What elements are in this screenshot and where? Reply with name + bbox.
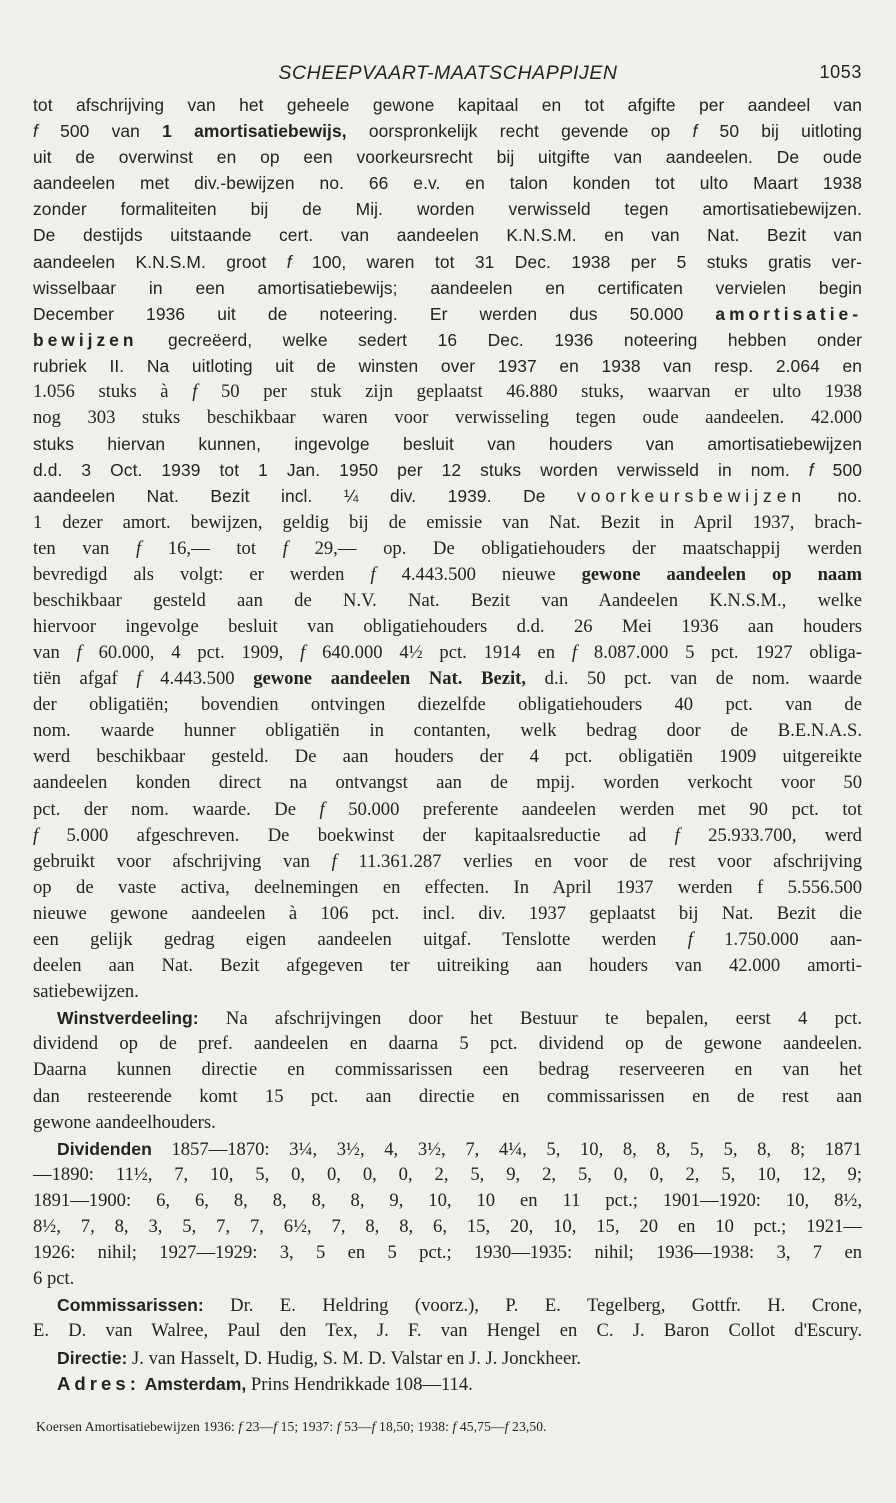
text-line xyxy=(33,457,862,483)
text-run: tiën afgaf xyxy=(33,668,137,690)
florin-sign: f xyxy=(135,537,142,559)
florin-sign: f xyxy=(452,1419,457,1434)
florin-sign: f xyxy=(282,537,288,559)
section-heading: Commissarissen: xyxy=(57,1295,204,1316)
text-run: 50 bij uitloting xyxy=(697,121,862,142)
text-line: hiervoor ingevolge besluit van obligatiehouders d.d. 26 Mei 1936 aan houders xyxy=(33,615,862,637)
text-line xyxy=(33,118,862,144)
text-run: 500 xyxy=(813,460,862,481)
text-line: 1 dezer amort. bewijzen, geldig bij de emissie van Nat. Bezit in April 1937, brach- xyxy=(33,511,862,533)
florin-sign: f xyxy=(336,1419,341,1434)
text-line xyxy=(33,927,862,953)
text-line xyxy=(33,849,862,875)
text-line xyxy=(33,1005,862,1031)
running-header xyxy=(0,62,896,90)
text-run: d.i. 50 pct. van de nom. waarde xyxy=(526,668,862,690)
text-run: ten van xyxy=(33,537,136,559)
text-run: oorspronkelijk recht gevende op xyxy=(346,121,693,142)
text-run: December 1936 uit de noteering. Er werden dus 50.000 xyxy=(33,303,716,324)
text-line: Daarna kunnen directie en commissarissen een bedrag reserveeren en van het xyxy=(33,1059,862,1081)
bold-text: gewone aandeelen Nat. Bezit, xyxy=(253,668,526,690)
text-run: 23— xyxy=(242,1419,274,1434)
text-run: 11.361.287 verlies en voor de rest voor afschrijving xyxy=(336,850,862,872)
text-run: J. van Hasselt, D. Hudig, S. M. D. Valstar en J. J. Jonckheer. xyxy=(127,1347,582,1369)
florin-sign: f xyxy=(692,121,698,142)
text-run: no. xyxy=(806,486,862,507)
florin-sign: f xyxy=(331,850,337,872)
florin-sign: f xyxy=(504,1419,509,1434)
footnote xyxy=(36,1419,862,1435)
text-run: 45,75— xyxy=(456,1419,505,1434)
text-run: gecreëerd, welke sedert 16 Dec. 1936 noteering hebben onder xyxy=(137,329,862,350)
text-line xyxy=(33,1345,862,1371)
section-heading: Amsterdam, xyxy=(144,1373,247,1394)
florin-sign: f xyxy=(76,641,82,663)
text-line xyxy=(33,536,862,562)
text-line: uit de overwinst en op een voorkeursrecht bij uitgifte van aandeelen. De oude xyxy=(33,147,862,168)
bold-text: gewone aandeelen op naam xyxy=(581,563,862,585)
text-line xyxy=(33,1136,862,1162)
text-line xyxy=(33,640,862,666)
text-run: 29,— op. De obligatiehouders der maatschappij werden xyxy=(287,537,862,559)
text-run: Dr. E. Heldring (voorz.), P. E. Tegelberg, Gottfr. H. Crone, xyxy=(203,1295,862,1317)
florin-sign: f xyxy=(370,563,376,585)
text-run: 23,50. xyxy=(508,1419,547,1434)
text-line xyxy=(33,562,862,588)
section-heading: Dividenden xyxy=(57,1138,152,1159)
florin-sign: f xyxy=(273,1419,278,1434)
text-run: 1857—1870: 3¼, 3½, 4, 3½, 7, 4¼, 5, 10, 8, 8, 5, 5, 8, 8; 1871 xyxy=(151,1138,862,1160)
text-line: 1891—1900: 6, 6, 8, 8, 8, 8, 9, 10, 10 en 11 pct.; 1901—1920: 10, 8½, xyxy=(33,1189,862,1211)
florin-sign: f xyxy=(674,824,680,846)
text-line xyxy=(33,666,862,692)
florin-sign: f xyxy=(808,460,814,481)
florin-sign: f xyxy=(192,381,198,403)
text-line: nom. waarde hunner obligatiën in contanten, welk bedrag door de B.E.N.A.S. xyxy=(33,720,862,742)
section-heading: Directie: xyxy=(57,1347,128,1368)
text-line xyxy=(33,379,862,405)
text-run: pct. der nom. waarde. De xyxy=(33,798,320,820)
florin-sign: f xyxy=(571,641,578,663)
text-line: rubriek II. Na uitloting uit de winsten over 1937 en 1938 van resp. 2.064 en xyxy=(33,355,862,376)
bold-text: 1 amortisatiebewijs, xyxy=(162,121,347,142)
text-run: 500 van xyxy=(37,121,163,142)
text-run: aandeelen K.N.S.M. groot xyxy=(33,251,287,272)
text-line: dan resteerende komt 15 pct. aan directie en commissarissen en de rest aan xyxy=(33,1085,862,1107)
text-line: werd beschikbaar gesteld. De aan houders der 4 pct. obligatiën 1909 uitgereikte xyxy=(33,746,862,768)
text-body xyxy=(33,92,862,1397)
spaced-bold-text: amortisatie- xyxy=(715,303,862,324)
florin-sign: f xyxy=(33,121,38,142)
text-run: Na afschrijvingen door het Bestuur te bepalen, eerst 4 pct. xyxy=(198,1008,862,1030)
spaced-bold-text: Adres: xyxy=(57,1372,140,1394)
text-line: nog 303 stuks beschikbaar waren voor verwisseling tegen oude aandeelen. 42.000 xyxy=(33,407,862,429)
text-line: dividend op de pref. aandeelen en daarna 5 pct. dividend op de gewone aandeelen. xyxy=(33,1033,862,1055)
text-line xyxy=(33,327,862,353)
text-run: bevredigd als volgt: er werden xyxy=(33,563,371,585)
florin-sign: f xyxy=(319,798,325,820)
text-run: 4.443.500 nieuwe xyxy=(375,563,582,585)
text-run: 16,— tot xyxy=(141,537,283,559)
text-run: 60.000, 4 pct. 1909, xyxy=(81,641,301,663)
text-line: op de vaste activa, deelnemingen en effecten. In April 1937 werden f 5.556.500 xyxy=(33,876,862,898)
text-run: 4.443.500 xyxy=(141,668,254,690)
text-line: nieuwe gewone aandeelen à 106 pct. incl. div. 1937 geplaatst bij Nat. Bezit die xyxy=(33,902,862,924)
text-run: van xyxy=(33,641,77,663)
florin-sign: f xyxy=(33,824,39,846)
spaced-bold-text: bewijzen xyxy=(33,329,138,350)
text-line: E. D. van Walree, Paul den Tex, J. F. van Hengel en C. J. Baron Collot d'Escury. xyxy=(33,1320,862,1342)
text-line xyxy=(33,249,862,275)
florin-sign: f xyxy=(286,251,292,272)
text-line xyxy=(33,823,862,849)
text-run: d.d. 3 Oct. 1939 tot 1 Jan. 1950 per 12 stuks worden verwisseld in nom. xyxy=(33,460,809,481)
text-line: satiebewijzen. xyxy=(33,981,139,1003)
text-run: gebruikt voor afschrijving van xyxy=(33,850,332,872)
text-run: 53— xyxy=(340,1419,372,1434)
text-line: 6 pct. xyxy=(33,1268,75,1290)
text-run: 640.000 4½ pct. 1914 en xyxy=(305,641,572,663)
florin-sign: f xyxy=(371,1419,376,1434)
text-run: 1.750.000 aan- xyxy=(692,929,862,950)
running-title: SCHEEPVAART-MAATSCHAPPIJEN xyxy=(278,62,618,84)
section-heading: Winstverdeeling: xyxy=(57,1008,199,1029)
text-run: 50.000 preferente aandeelen werden met 90 pct. tot xyxy=(324,798,862,820)
text-line: aandeelen met div.-bewijzen no. 66 e.v. en talon konden tot ulto Maart 1938 xyxy=(33,173,862,194)
text-line: beschikbaar gesteld aan de N.V. Nat. Bezit van Aandeelen K.N.S.M., welke xyxy=(33,589,862,611)
text-line xyxy=(33,1371,862,1397)
text-line xyxy=(33,301,862,327)
text-line: wisselbaar in een amortisatiebewijs; aandeelen en certificaten vervielen begin xyxy=(33,277,862,298)
text-line: 1926: nihil; 1927—1929: 3, 5 en 5 pct.; 1930—1935: nihil; 1936—1938: 3, 7 en xyxy=(33,1242,862,1264)
text-run: 50 per stuk zijn geplaatst 46.880 stuks, waarvan er ulto 1938 xyxy=(197,381,862,403)
page-number: 1053 xyxy=(819,62,862,82)
text-line: De destijds uitstaande cert. van aandeelen K.N.S.M. en van Nat. Bezit van xyxy=(33,225,862,246)
text-run: 8.087.000 5 pct. 1927 obliga- xyxy=(577,641,862,663)
text-run: aandeelen Nat. Bezit incl. ¼ div. 1939. De xyxy=(33,486,578,507)
text-line xyxy=(33,797,862,823)
text-line: deelen aan Nat. Bezit afgegeven ter uitreiking aan houders van 42.000 amorti- xyxy=(33,955,862,977)
text-run: Prins Hendrikkade 108—114. xyxy=(246,1373,473,1395)
text-line: gewone aandeelhouders. xyxy=(33,1111,216,1133)
text-run: 100, waren tot 31 Dec. 1938 per 5 stuks gratis ver- xyxy=(291,251,862,272)
text-line: zonder formaliteiten bij de Mij. worden verwisseld tegen amortisatiebewijzen. xyxy=(33,199,862,220)
text-run: 18,50; 1938: xyxy=(375,1419,453,1434)
florin-sign: f xyxy=(300,641,306,663)
text-run: 1.056 stuks à xyxy=(33,381,193,403)
text-run: 15; 1937: xyxy=(277,1419,337,1434)
florin-sign: f xyxy=(687,929,693,950)
text-line xyxy=(33,1292,862,1318)
text-line: tot afschrijving van het geheele gewone kapitaal en tot afgifte per aandeel van xyxy=(33,95,862,115)
text-line: —1890: 11½, 7, 10, 5, 0, 0, 0, 0, 2, 5, 9, 2, 5, 0, 0, 2, 5, 10, 12, 9; xyxy=(33,1163,862,1185)
text-line: der obligatiën; bovendien ontvingen diezelfde obligatiehouders 40 pct. van de xyxy=(33,694,862,716)
florin-sign: f xyxy=(136,668,142,690)
text-line: aandeelen konden direct na ontvangst aan de mpij. worden verkocht voor 50 xyxy=(33,772,862,794)
text-line xyxy=(33,483,862,509)
text-line: 8½, 7, 8, 3, 5, 7, 7, 6½, 7, 8, 8, 6, 15, 20, 10, 15, 20 en 10 pct.; 1921— xyxy=(33,1216,862,1238)
text-line: stuks hiervan kunnen, ingevolge besluit van houders van amortisatiebewijzen xyxy=(33,434,862,455)
text-run: 25.933.700, werd xyxy=(679,824,862,846)
text-run: 5.000 afgeschreven. De boekwinst der kapitaalsreductie ad xyxy=(38,824,675,846)
text-run: een gelijk gedrag eigen aandeelen uitgaf. Tenslotte werden xyxy=(33,929,688,950)
florin-sign: f xyxy=(238,1419,243,1434)
text-run: Koersen Amortisatiebewijzen 1936: xyxy=(36,1419,239,1434)
spaced-text: voorkeursbewijzen xyxy=(577,486,807,507)
